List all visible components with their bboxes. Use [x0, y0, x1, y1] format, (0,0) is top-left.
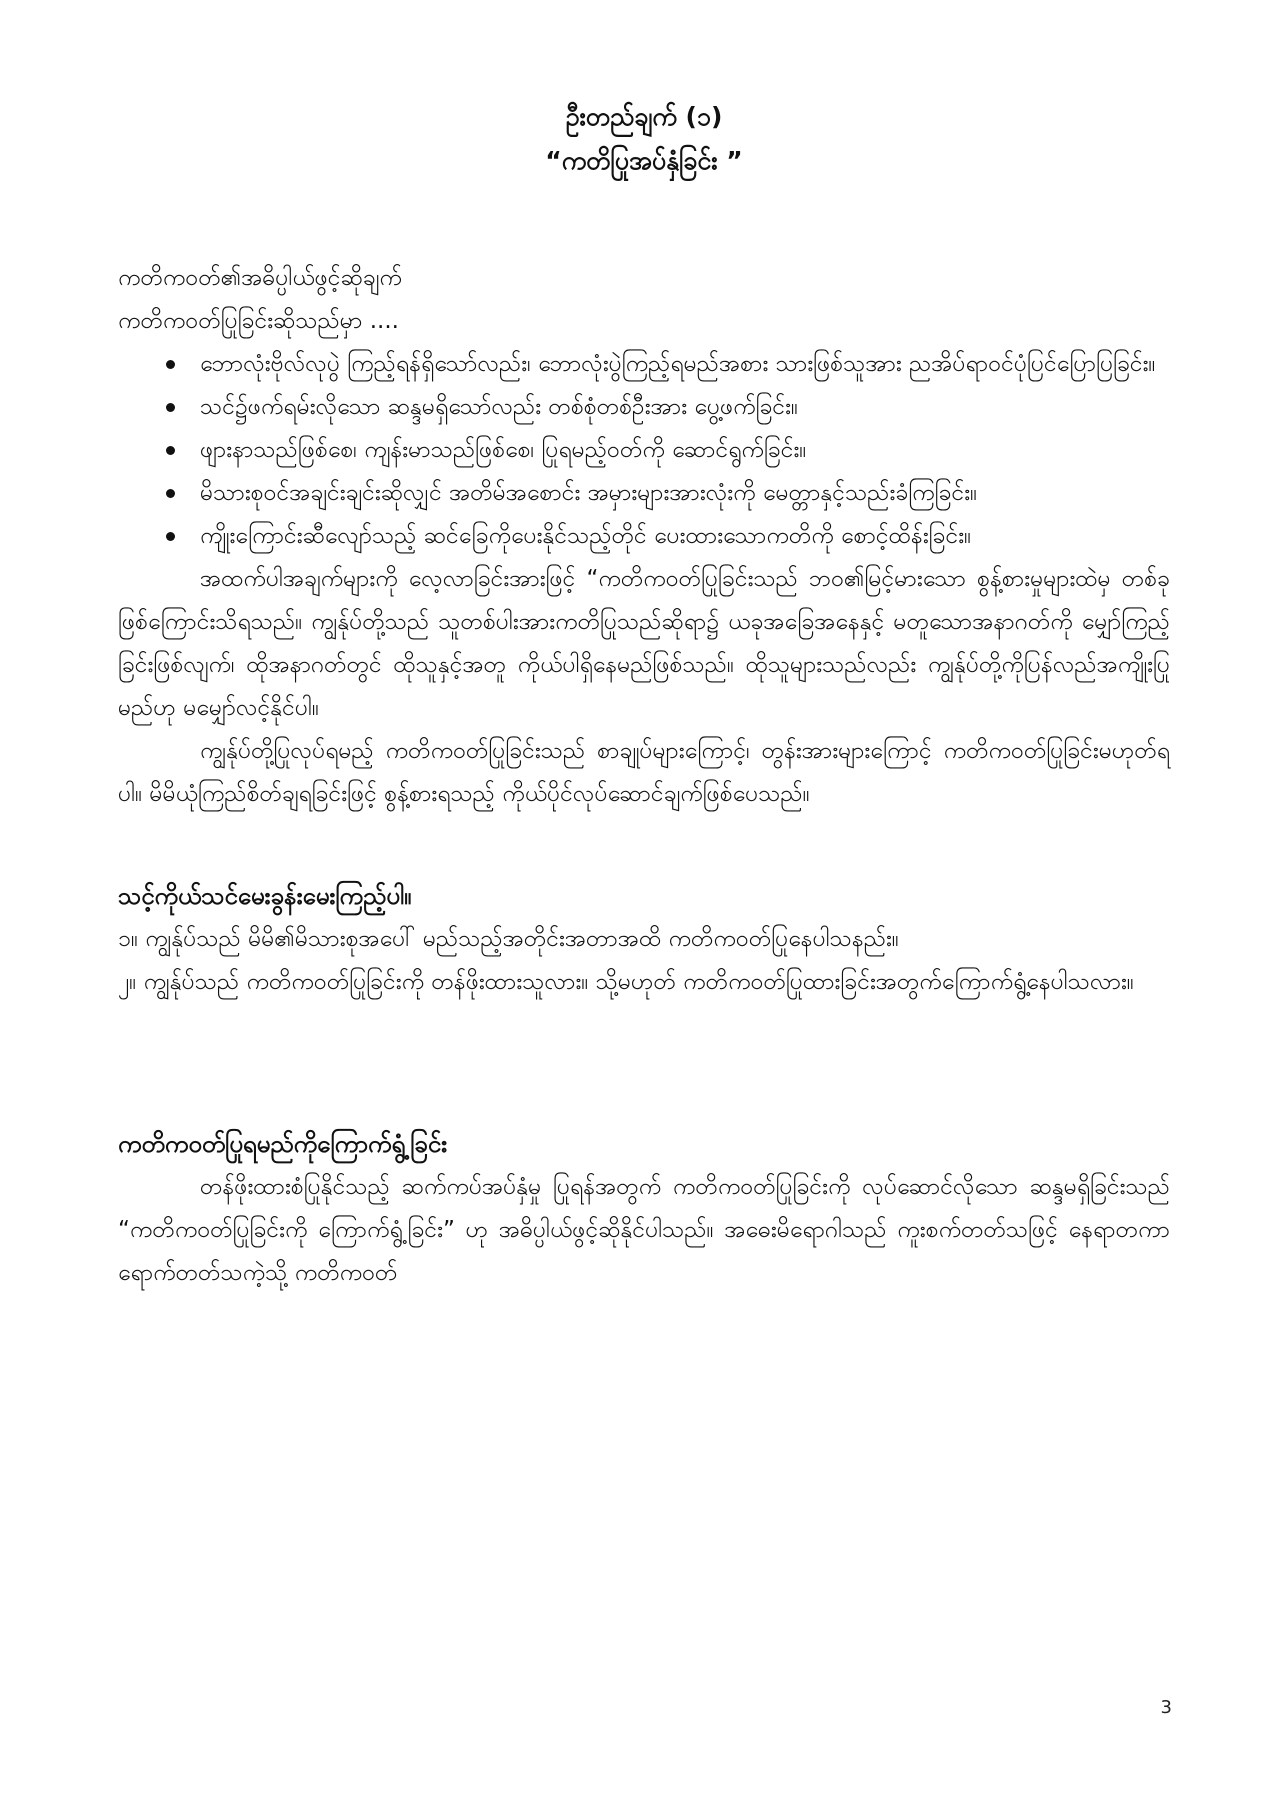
- chapter-subtitle: “ကတိပြုအပ်နှံခြင်း ”: [545, 146, 743, 175]
- chapter-title: ဦးတည်ချက် (၁): [565, 102, 723, 131]
- fear-of-commitment-section: [118, 1122, 1170, 1295]
- list-item: [180, 429, 1170, 472]
- bullet-icon: [166, 446, 175, 455]
- bullet-icon: [166, 403, 175, 412]
- list-item-text: ဘောလုံးဗိုလ်လုပွဲ ကြည့်ရန်ရှိသော်လည်း၊ ဘောလုံးပွဲကြည့်ရမည်အစား သားဖြစ်သူအား ညအိပ်ရာဝင်ပုံပြင်ပြောပြခြင်း။: [200, 351, 1156, 377]
- page-content: [118, 95, 1170, 1295]
- example-list: [118, 343, 1170, 558]
- list-item-text: ဖျားနာသည်ဖြစ်စေ၊ ကျန်းမာသည်ဖြစ်စေ၊ ပြုရမည့်ဝတ်ကို ဆောင်ရွက်ခြင်း။: [200, 437, 807, 463]
- question-item: ၁။ ကျွန်ုပ်သည် မိမိ၏မိသားစုအပေါ် မည်သည့်အတိုင်းအတာအထိ ကတိကဝတ်ပြုနေပါသနည်း။: [118, 926, 899, 952]
- body-paragraph: ကျွန်ုပ်တို့ပြုလုပ်ရမည့် ကတိကဝတ်ပြုခြင်းသည် စာချုပ်များကြောင့်၊ တွန်းအားများကြောင့် ကတိကဝတ်ပြုခြင်းမဟုတ်ရပါ။ မိမိယုံကြည်စိတ်ချရခြင်းဖြင့် စွန့်စားရသည့် ကိုယ်ပိုင်လုပ်ဆောင်ချက်ဖြစ်ပေသည်။: [118, 738, 1170, 807]
- list-item-text: မိသားစုဝင်အချင်းချင်းဆိုလျှင် အတိမ်အစောင်း အမှားများအားလုံးကို မေတ္တာနှင့်သည်းခံကြခြင်း။: [200, 480, 978, 506]
- self-reflection-section: [118, 874, 1170, 1004]
- list-item: [180, 515, 1170, 558]
- section-heading: ကတိကဝတ်ပြုရမည်ကိုကြောက်ရွံ့ခြင်း: [118, 1130, 448, 1158]
- definition-lead: ကတိကဝတ်ပြုခြင်းဆိုသည်မှာ ....: [118, 308, 399, 334]
- bullet-icon: [166, 489, 175, 498]
- bullet-icon: [166, 532, 175, 541]
- question-item: ၂။ ကျွန်ုပ်သည် ကတိကဝတ်ပြုခြင်းကို တန်ဖိုးထားသူလား။ သို့မဟုတ် ကတိကဝတ်ပြုထားခြင်းအတွက်ကြောက်ရွံ့နေပါသလား။: [118, 969, 1134, 995]
- list-item: [180, 343, 1170, 386]
- list-item: [180, 472, 1170, 515]
- body-paragraph: အထက်ပါအချက်များကို လေ့လာခြင်းအားဖြင့် “ကတိကဝတ်ပြုခြင်းသည် ဘဝ၏မြင့်မားသော စွန့်စားမှုများထဲမှ တစ်ခုဖြစ်ကြောင်းသိရသည်။ ကျွန်ုပ်တို့သည် သူတစ်ပါးအားကတိပြုသည်ဆိုရာ၌ ယခုအခြေအနေနှင့် မတူသောအနာဂတ်ကို မျှော်ကြည့်ခြင်းဖြစ်လျက်၊ ထိုအနာဂတ်တွင် ထိုသူနှင့်အတူ ကိုယ်ပါရှိနေမည်ဖြစ်သည်။ ထိုသူများသည်လည်း ကျွန်ုပ်တို့ကိုပြန်လည်အကျိုးပြုမည်ဟု မမျှော်လင့်နိုင်ပါ။: [118, 566, 1170, 721]
- bullet-icon: [166, 360, 175, 369]
- page-number: 3: [1160, 1697, 1172, 1718]
- list-item-text: ကျိုးကြောင်းဆီလျော်သည့် ဆင်ခြေကိုပေးနိုင်သည့်တိုင် ပေးထားသောကတိကို စောင့်ထိန်းခြင်း။: [200, 523, 972, 549]
- list-item: [180, 386, 1170, 429]
- definition-heading: ကတိကဝတ်၏အဓိပ္ပါယ်ဖွင့်ဆိုချက်: [118, 265, 402, 291]
- body-paragraph: တန်ဖိုးထားစံပြုနိုင်သည့် ဆက်ကပ်အပ်နှံမှု ပြုရန်အတွက် ကတိကဝတ်ပြုခြင်းကို လုပ်ဆောင်လိုသော ဆန္ဒမရှိခြင်းသည် “ကတိကဝတ်ပြုခြင်းကို ကြောက်ရွံ့ခြင်း” ဟု အဓိပ္ပါယ်ဖွင့်ဆိုနိုင်ပါသည်။ အဓေးမိရောဂါသည် ကူးစက်တတ်သဖြင့် နေရာတကာရောက်တတ်သကဲ့သို့ ကတိကဝတ်: [118, 1174, 1170, 1286]
- title-block: [118, 95, 1170, 183]
- section-heading: သင့်ကိုယ်သင်မေးခွန်းမေးကြည့်ပါ။: [118, 882, 412, 910]
- list-item-text: သင်၌ဖက်ရမ်းလိုသော ဆန္ဒမရှိသော်လည်း တစ်စုံတစ်ဦးအား ပွေ့ဖက်ခြင်း။: [200, 394, 798, 420]
